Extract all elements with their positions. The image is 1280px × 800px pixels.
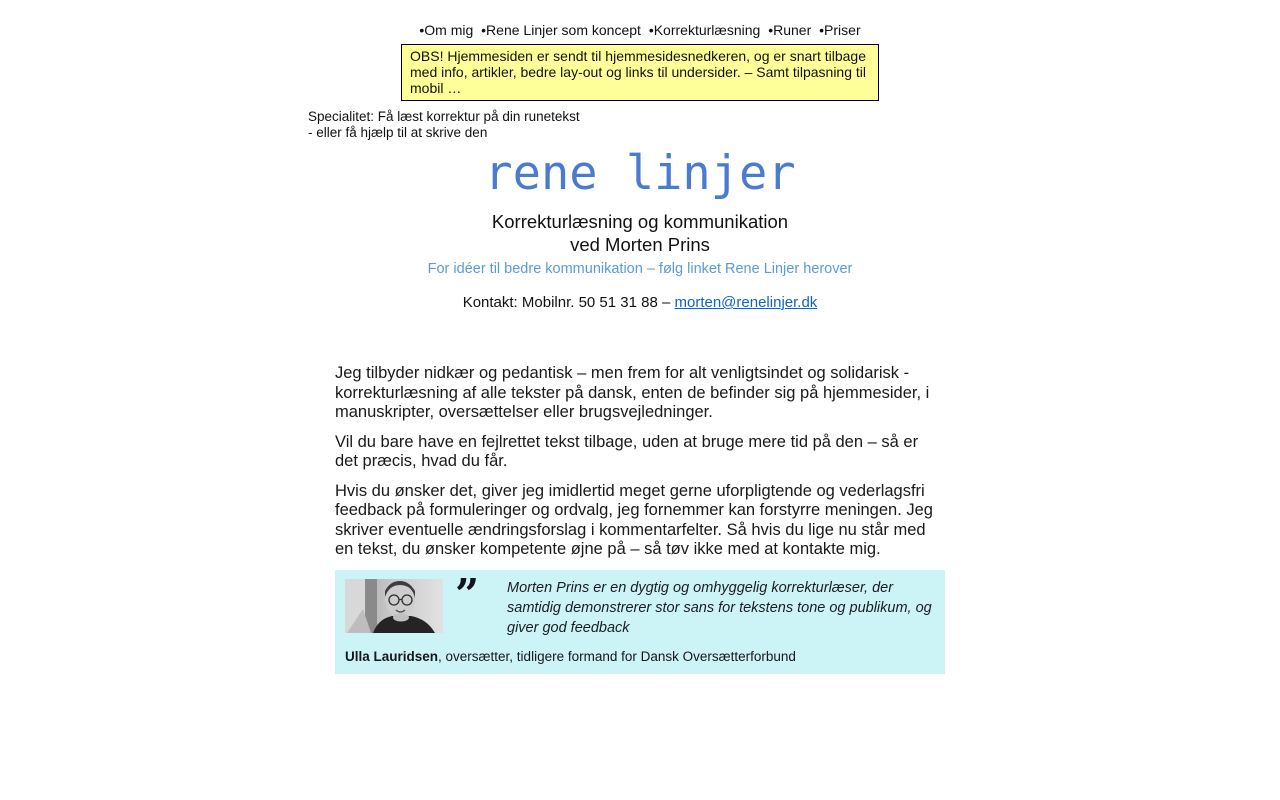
nav-item-runer[interactable]: •Runer: [768, 22, 812, 38]
notice-box: [401, 44, 879, 101]
contact-line: [0, 294, 1280, 312]
portrait-photo: [345, 579, 443, 633]
nav-item-korrekturlaesning[interactable]: •Korrekturlæsning: [648, 22, 761, 38]
nav-item-rene-linjer-som-koncept[interactable]: •Rene Linjer som koncept: [481, 22, 641, 38]
specialty-block: [308, 109, 972, 141]
intro-paragraph-2: Vil du bare have en fejlrettet tekst tilbage, uden at bruge mere tid på den – så er det præcis, hvad du får.: [335, 432, 919, 470]
notice-text: OBS! Hjemmesiden er sendt til hjemmesidesnedkeren, og er snart tilbage med info, artikler, bedre lay-out og links til undersider. – Samt tilpasning til mobil …: [410, 48, 867, 96]
subtitle-line-2: ved Morten Prins: [570, 234, 710, 255]
nav-item-priser[interactable]: •Priser: [819, 22, 861, 38]
intro-paragraph-1: Jeg tilbyder nidkær og pedantisk – men frem for alt venligtsindet og solidarisk - korrekturlæsning af alle tekster på dansk, enten de befinder sig på hjemmesider, i manuskripter, oversættelser eller brugsvejledninger.: [335, 364, 930, 421]
testimonial-attribution: [345, 649, 796, 664]
specialty-line-1: Specialitet: Få læst korrektur på din runetekst: [308, 109, 580, 124]
intro-paragraph-3: Hvis du ønsker det, giver jeg imidlertid meget gerne uforpligtende og vederlagsfri feedback på formuleringer og ordvalg, jeg fornemmer kan forstyrre meningen. Jeg skriver eventuelle ændringsforslag i kommentarfelter. Så hvis du lige nu står med en tekst, du ønsker kompetente øjne på – så tøv ikke med at kontakte mig.: [335, 481, 933, 558]
email-link[interactable]: morten@renelinjer.dk: [674, 294, 818, 311]
site-subtitle: [0, 210, 1280, 256]
intro-text: [335, 364, 945, 560]
contact-prefix: Kontakt: Mobilnr. 50 51 31 88 –: [462, 294, 675, 311]
specialty-line-2: - eller få hjælp til at skrive den: [308, 125, 488, 140]
testimonial-quote: Morten Prins er en dygtig og omhyggelig korrekturlæser, der samtidig demonstrerer stor sans for tekstens tone og publikum, og giver god feedback: [507, 579, 932, 636]
top-nav: [0, 0, 1280, 38]
nav-item-om-mig[interactable]: •Om mig: [419, 22, 474, 38]
site-title: rene linjer: [484, 146, 796, 201]
attribution-name: Ulla Lauridsen: [345, 648, 439, 664]
testimonial-banner: [335, 570, 945, 674]
attribution-role: , oversætter, tidligere formand for Dansk Oversætterforbund: [438, 648, 796, 664]
quote-mark-icon: ”: [455, 569, 480, 619]
tagline: For idéer til bedre kommunikation – følg linket Rene Linjer herover: [427, 261, 853, 277]
subtitle-line-1: Korrekturlæsning og kommunikation: [491, 211, 789, 232]
